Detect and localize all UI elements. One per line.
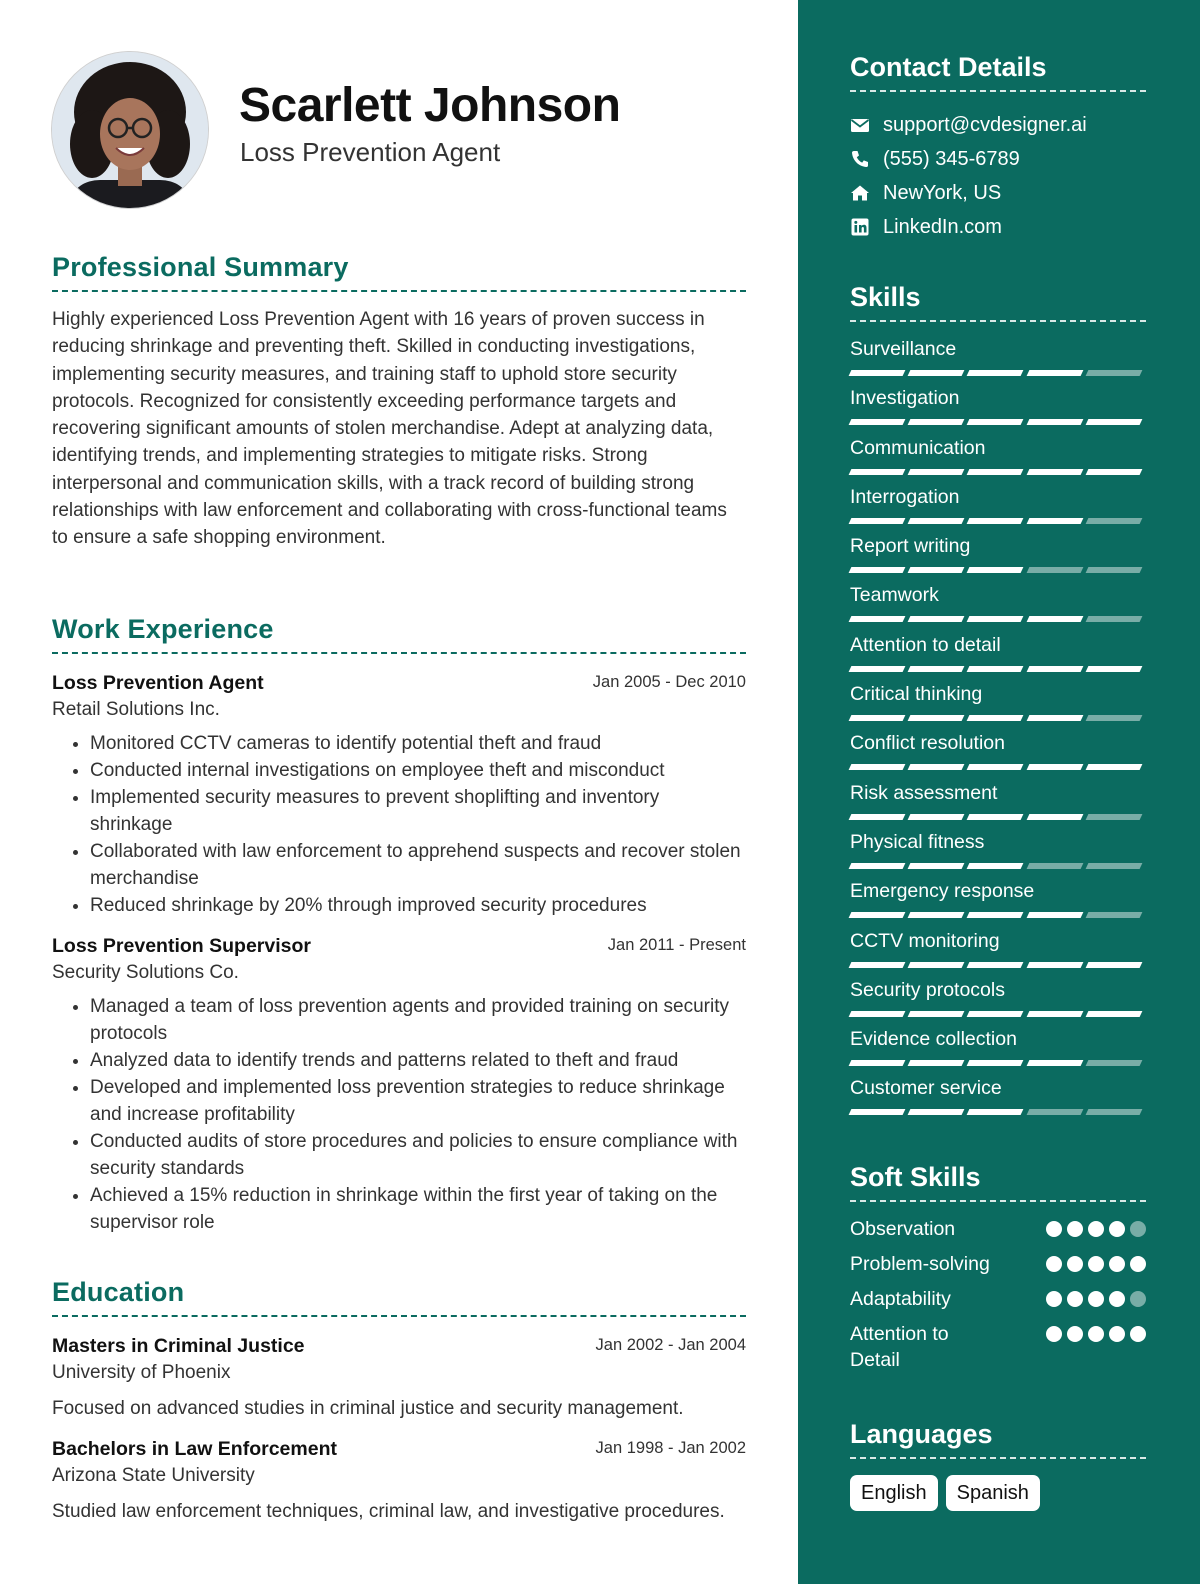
rating-dot xyxy=(1088,1221,1104,1237)
job-entry xyxy=(52,933,746,1236)
soft-skill-item xyxy=(850,1321,1146,1375)
job-bullet: • Monitored CCTV cameras to identify potential theft and fraud xyxy=(90,730,746,757)
skill-name: Critical thinking xyxy=(850,683,983,706)
job-bullet: • Analyzed data to identify trends and patterns related to theft and fraud xyxy=(90,1047,746,1074)
section-title-skills: Skills xyxy=(850,280,1146,322)
rating-dot xyxy=(1046,1221,1062,1237)
job-bullet: • Managed a team of loss prevention agents and provided training on security protocols xyxy=(90,993,746,1047)
job-bullet: • Reduced shrinkage by 20% through improved security procedures xyxy=(90,892,746,919)
skill-item xyxy=(850,730,1146,779)
skill-level-segment xyxy=(908,1109,965,1115)
skill-level-segment xyxy=(908,962,965,968)
skill-level-segment xyxy=(967,764,1024,770)
soft-skill-item xyxy=(850,1251,1146,1286)
skill-level-segment xyxy=(1085,518,1142,524)
rating-dot xyxy=(1130,1256,1146,1272)
skill-level-segment xyxy=(1085,863,1142,869)
rating-dot xyxy=(1046,1291,1062,1307)
skill-level-segment xyxy=(967,1011,1024,1017)
skill-name: Customer service xyxy=(850,1077,1002,1100)
skill-level-segment xyxy=(849,518,906,524)
contact-section xyxy=(850,50,1146,244)
skill-level-segment xyxy=(1026,863,1083,869)
skill-item xyxy=(850,829,1146,878)
skills-section xyxy=(850,280,1146,1125)
rating-dot xyxy=(1109,1256,1125,1272)
skill-level-bar xyxy=(850,962,1146,968)
job-title: Loss Prevention Supervisor xyxy=(52,935,311,957)
skill-level-bar xyxy=(850,863,1146,869)
linkedin-icon xyxy=(850,217,870,237)
skill-level-segment xyxy=(908,715,965,721)
skill-level-segment xyxy=(908,912,965,918)
rating-dot xyxy=(1109,1291,1125,1307)
skill-level-segment xyxy=(908,666,965,672)
soft-skill-rating xyxy=(1041,1291,1146,1307)
skill-level-segment xyxy=(1026,715,1083,721)
skill-level-segment xyxy=(967,863,1024,869)
soft-skill-name: Attention to Detail xyxy=(850,1323,949,1371)
languages-list xyxy=(850,1475,1146,1511)
skill-level-segment xyxy=(1026,814,1083,820)
skill-level-segment xyxy=(967,962,1024,968)
skill-level-bar xyxy=(850,518,1146,524)
skill-level-bar xyxy=(850,1060,1146,1066)
skill-level-segment xyxy=(1026,666,1083,672)
skill-name: Physical fitness xyxy=(850,830,985,853)
job-title: Loss Prevention Agent xyxy=(52,672,264,694)
contact-email[interactable] xyxy=(850,108,1146,142)
job-bullet: • Developed and implemented loss prevention strategies to reduce shrinkage and increase profitability xyxy=(90,1074,746,1128)
skill-level-segment xyxy=(849,567,906,573)
skill-name: Surveillance xyxy=(850,338,957,360)
skill-level-segment xyxy=(849,616,906,622)
job-bullet: • Achieved a 15% reduction in shrinkage within the first year of taking on the supervisor role xyxy=(90,1182,746,1236)
skill-level-segment xyxy=(849,469,906,475)
skill-item xyxy=(850,435,1146,484)
rating-dot xyxy=(1046,1326,1062,1342)
skill-item xyxy=(850,632,1146,681)
skill-item xyxy=(850,484,1146,533)
skill-level-segment xyxy=(1085,567,1142,573)
rating-dot xyxy=(1046,1256,1062,1272)
skill-level-segment xyxy=(967,666,1024,672)
skill-level-segment xyxy=(849,1011,906,1017)
degree-title: Bachelors in Law Enforcement xyxy=(52,1438,337,1460)
skill-item xyxy=(850,336,1146,385)
skill-level-segment xyxy=(908,370,965,376)
skill-name: Risk assessment xyxy=(850,781,998,804)
home-icon xyxy=(850,183,870,203)
skill-level-segment xyxy=(1026,1109,1083,1115)
soft-skill-item xyxy=(850,1286,1146,1321)
skill-level-segment xyxy=(1085,1060,1142,1066)
skill-level-segment xyxy=(1026,1011,1083,1017)
skill-level-bar xyxy=(850,912,1146,918)
rating-dot xyxy=(1130,1326,1146,1342)
job-bullet: • Collaborated with law enforcement to apprehend suspects and recover stolen merchandise xyxy=(90,838,746,892)
skill-name: Security protocols xyxy=(850,978,1005,1001)
skill-level-segment xyxy=(908,616,965,622)
skill-level-bar xyxy=(850,715,1146,721)
skill-level-segment xyxy=(1085,912,1142,918)
language-chip: Spanish xyxy=(946,1475,1040,1511)
rating-dot xyxy=(1130,1291,1146,1307)
job-dates: Jan 2011 - Present xyxy=(607,936,746,954)
skill-item xyxy=(850,780,1146,829)
contact-linkedin-text: LinkedIn.com xyxy=(883,215,1002,238)
skill-level-segment xyxy=(908,469,965,475)
skill-level-segment xyxy=(967,567,1024,573)
education-entry xyxy=(52,1333,746,1422)
skill-level-bar xyxy=(850,567,1146,573)
skill-level-bar xyxy=(850,419,1146,425)
skill-level-segment xyxy=(908,764,965,770)
skill-level-segment xyxy=(967,419,1024,425)
soft-skill-rating xyxy=(1041,1326,1146,1342)
rating-dot xyxy=(1109,1221,1125,1237)
skill-name: Attention to detail xyxy=(850,633,1001,656)
skill-level-segment xyxy=(1085,419,1142,425)
rating-dot xyxy=(1088,1291,1104,1307)
skill-level-segment xyxy=(1026,764,1083,770)
soft-skill-item xyxy=(850,1216,1146,1251)
rating-dot xyxy=(1067,1221,1083,1237)
skill-level-segment xyxy=(1085,616,1142,622)
contact-email-text: support@cvdesigner.ai xyxy=(883,113,1087,136)
section-title-experience: Work Experience xyxy=(52,612,746,654)
skill-level-bar xyxy=(850,469,1146,475)
skill-item xyxy=(850,582,1146,631)
skill-level-segment xyxy=(849,863,906,869)
skill-level-segment xyxy=(1026,962,1083,968)
skill-level-segment xyxy=(967,616,1024,622)
skill-level-segment xyxy=(908,863,965,869)
skill-level-bar xyxy=(850,764,1146,770)
skill-level-segment xyxy=(1085,666,1142,672)
skill-level-segment xyxy=(967,469,1024,475)
rating-dot xyxy=(1109,1326,1125,1342)
rating-dot xyxy=(1088,1256,1104,1272)
skill-level-bar xyxy=(850,814,1146,820)
skill-item xyxy=(850,1026,1146,1075)
contact-linkedin[interactable] xyxy=(850,210,1146,244)
school-name: University of Phoenix xyxy=(52,1362,231,1383)
skill-name: Teamwork xyxy=(850,584,939,607)
skill-level-segment xyxy=(967,814,1024,820)
skill-level-segment xyxy=(1085,814,1142,820)
skill-level-segment xyxy=(967,518,1024,524)
summary-section xyxy=(52,250,746,552)
skill-level-segment xyxy=(849,962,906,968)
skill-name: Interrogation xyxy=(850,485,960,508)
skill-level-segment xyxy=(967,370,1024,376)
job-bullet: • Conducted audits of store procedures and policies to ensure compliance with security standards xyxy=(90,1128,746,1182)
job-bullet: • Implemented security measures to prevent shoplifting and inventory shrinkage xyxy=(90,784,746,838)
section-title-summary: Professional Summary xyxy=(52,250,746,292)
section-title-contact: Contact Details xyxy=(850,50,1146,92)
skill-level-segment xyxy=(1026,370,1083,376)
skill-level-segment xyxy=(1026,616,1083,622)
skill-level-segment xyxy=(1026,419,1083,425)
skill-name: Emergency response xyxy=(850,880,1035,903)
skill-level-segment xyxy=(1026,469,1083,475)
job-company: Security Solutions Co. xyxy=(52,962,239,983)
skill-level-segment xyxy=(849,814,906,820)
contact-phone[interactable] xyxy=(850,142,1146,176)
job-company: Retail Solutions Inc. xyxy=(52,699,220,720)
soft-skill-name: Adaptability xyxy=(850,1288,951,1310)
rating-dot xyxy=(1067,1326,1083,1342)
section-title-soft-skills: Soft Skills xyxy=(850,1160,1146,1202)
soft-skill-rating xyxy=(1041,1256,1146,1272)
skill-level-segment xyxy=(1085,469,1142,475)
skill-name: Communication xyxy=(850,436,986,459)
skill-level-segment xyxy=(849,666,906,672)
contact-phone-text: (555) 345-6789 xyxy=(883,147,1020,170)
job-dates: Jan 2005 - Dec 2010 xyxy=(592,673,746,691)
skills-list xyxy=(850,336,1146,1125)
rating-dot xyxy=(1088,1326,1104,1342)
rating-dot xyxy=(1067,1256,1083,1272)
skill-level-segment xyxy=(908,567,965,573)
skill-item xyxy=(850,928,1146,977)
education-description: Focused on advanced studies in criminal justice and security management. xyxy=(52,1398,684,1419)
skill-level-segment xyxy=(967,715,1024,721)
languages-section xyxy=(850,1417,1146,1511)
job-entry xyxy=(52,670,746,919)
skill-level-segment xyxy=(1085,715,1142,721)
skill-item xyxy=(850,385,1146,434)
skill-level-segment xyxy=(1026,567,1083,573)
skill-level-segment xyxy=(1085,962,1142,968)
rating-dot xyxy=(1067,1291,1083,1307)
skill-level-segment xyxy=(1085,370,1142,376)
skill-level-segment xyxy=(1026,1060,1083,1066)
job-bullet: • Conducted internal investigations on employee theft and misconduct xyxy=(90,757,746,784)
skill-level-segment xyxy=(967,912,1024,918)
education-dates: Jan 1998 - Jan 2002 xyxy=(595,1439,746,1457)
skill-item xyxy=(850,878,1146,927)
candidate-name: Scarlett Johnson xyxy=(239,79,621,132)
skill-level-segment xyxy=(849,1109,906,1115)
soft-skills-list xyxy=(850,1216,1146,1375)
skill-level-segment xyxy=(908,419,965,425)
rating-dot xyxy=(1130,1221,1146,1237)
skill-level-segment xyxy=(849,764,906,770)
skill-item xyxy=(850,1075,1146,1124)
skill-level-segment xyxy=(908,518,965,524)
skill-level-segment xyxy=(1085,764,1142,770)
education-dates: Jan 2002 - Jan 2004 xyxy=(595,1336,746,1354)
skill-item xyxy=(850,977,1146,1026)
skill-level-segment xyxy=(849,1060,906,1066)
skill-level-bar xyxy=(850,370,1146,376)
skill-level-bar xyxy=(850,666,1146,672)
skill-level-segment xyxy=(1026,912,1083,918)
soft-skill-name: Problem-solving xyxy=(850,1253,990,1275)
skill-item xyxy=(850,681,1146,730)
degree-title: Masters in Criminal Justice xyxy=(52,1335,305,1357)
soft-skill-rating xyxy=(1041,1221,1146,1237)
education-section xyxy=(52,1275,746,1525)
skill-level-segment xyxy=(967,1060,1024,1066)
soft-skills-section xyxy=(850,1160,1146,1375)
skill-level-segment xyxy=(849,912,906,918)
contact-location-text: NewYork, US xyxy=(883,181,1002,204)
soft-skill-name: Observation xyxy=(850,1218,956,1240)
skill-name: Conflict resolution xyxy=(850,732,1005,755)
skill-item xyxy=(850,533,1146,582)
skill-level-segment xyxy=(967,1109,1024,1115)
summary-text: Highly experienced Loss Prevention Agent with 16 years of proven success in reducing shrinkage and preventing theft. Skilled in conducting investigations, implementing security measures, and training staff to uphold store security protocols. Recognized for consistently exceeding performance targets and recovering significant amounts of stolen merchandise. Adept at analyzing data, identifying trends, and implementing strategies to mitigate risks. Strong interpersonal and communication skills, with a track record of building strong relationships with law enforcement and collaborating with cross-functional teams to ensure a safe shopping environment. xyxy=(52,309,727,549)
skill-level-bar xyxy=(850,616,1146,622)
skill-level-segment xyxy=(849,370,906,376)
profile-photo xyxy=(52,52,208,208)
experience-section xyxy=(52,612,746,1236)
skill-level-segment xyxy=(1085,1109,1142,1115)
skill-name: CCTV monitoring xyxy=(850,929,1000,952)
language-chip: English xyxy=(850,1475,938,1511)
job-bullets xyxy=(52,993,746,1236)
skill-level-segment xyxy=(1026,518,1083,524)
education-entry xyxy=(52,1436,746,1525)
skill-level-segment xyxy=(849,419,906,425)
skill-name: Report writing xyxy=(850,535,971,558)
skill-level-bar xyxy=(850,1011,1146,1017)
skill-name: Evidence collection xyxy=(850,1028,1017,1051)
envelope-icon xyxy=(850,115,870,135)
phone-icon xyxy=(850,149,870,169)
contact-location xyxy=(850,176,1146,210)
section-title-education: Education xyxy=(52,1275,746,1317)
section-title-languages: Languages xyxy=(850,1417,1146,1459)
skill-level-segment xyxy=(908,814,965,820)
skill-level-segment xyxy=(908,1011,965,1017)
sidebar xyxy=(798,0,1200,1584)
skill-level-segment xyxy=(908,1060,965,1066)
skill-level-bar xyxy=(850,1109,1146,1115)
skill-name: Investigation xyxy=(850,387,960,410)
candidate-title: Loss Prevention Agent xyxy=(240,137,501,167)
education-description: Studied law enforcement techniques, criminal law, and investigative procedures. xyxy=(52,1501,725,1522)
job-bullets xyxy=(52,730,746,919)
skill-level-segment xyxy=(849,715,906,721)
avatar xyxy=(52,52,208,208)
school-name: Arizona State University xyxy=(52,1465,255,1486)
skill-level-segment xyxy=(1085,1011,1142,1017)
